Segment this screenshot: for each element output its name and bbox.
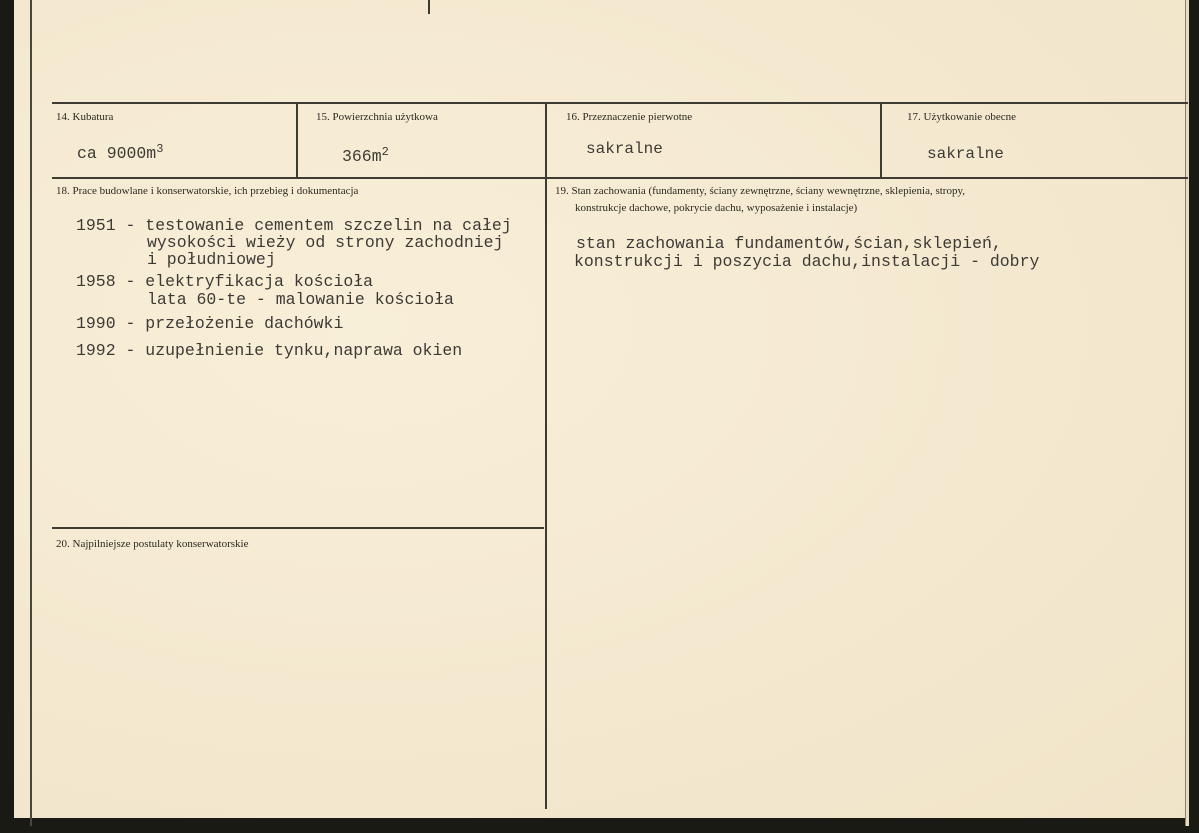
section-20-rule [52,527,544,529]
field-18-entry: 1951 - testowanie cementem szczelin na całej [76,216,512,235]
field-16-label: 16. Przeznaczenie pierwotne [566,111,693,123]
divider-14-15 [296,102,298,179]
field-18-entry: 1958 - elektryfikacja kościoła [76,272,374,291]
field-15-label: 15. Powierzchnia użytkowa [316,111,438,123]
row-top-rule [52,102,1188,104]
card-right-edge [1185,0,1189,826]
field-18-entry: 1992 - uzupełnienie tynku,naprawa okien [76,341,463,360]
field-20-label: 20. Najpilniejsze postulaty konserwatorskie [56,538,249,550]
field-18-entry: i południowej [147,250,276,269]
field-16-value: sakralne [586,140,663,158]
field-14-value: ca $9000m^3$ [77,142,164,163]
field-18-entry: wysokości wieży od strony zachodniej [147,233,504,252]
field-19-line: stan zachowania fundamentów,ścian,sklepień, [576,234,1002,253]
field-17-value: sakralne [927,145,1004,163]
field-19-label-continued: konstrukcje dachowe, pokrycie dachu, wyposażenie i instalacje) [575,202,858,214]
field-17-label: 17. Użytkowanie obecne [907,111,1017,123]
field-15-value: $366m^2$ [342,145,389,166]
field-18-entry: 1990 - przełożenie dachówki [76,314,344,333]
card-left-edge [30,0,32,826]
field-14-label: 14. Kubatura [56,111,114,123]
field-18-entry: lata 60-te - malowanie kościoła [147,290,454,309]
top-tick-mark [428,0,430,14]
divider-main [545,102,547,809]
field-19-label: 19. Stan zachowania (fundamenty, ściany zewnętrzne, ściany wewnętrzne, sklepienia, stropy, [555,185,966,197]
field-18-label: 18. Prace budowlane i konserwatorskie, ich przebieg i dokumentacja [56,185,359,197]
field-19-line: konstrukcji i poszycia dachu,instalacji - dobry [574,252,1040,271]
row-middle-rule [52,177,1188,179]
divider-16-17 [880,102,882,179]
